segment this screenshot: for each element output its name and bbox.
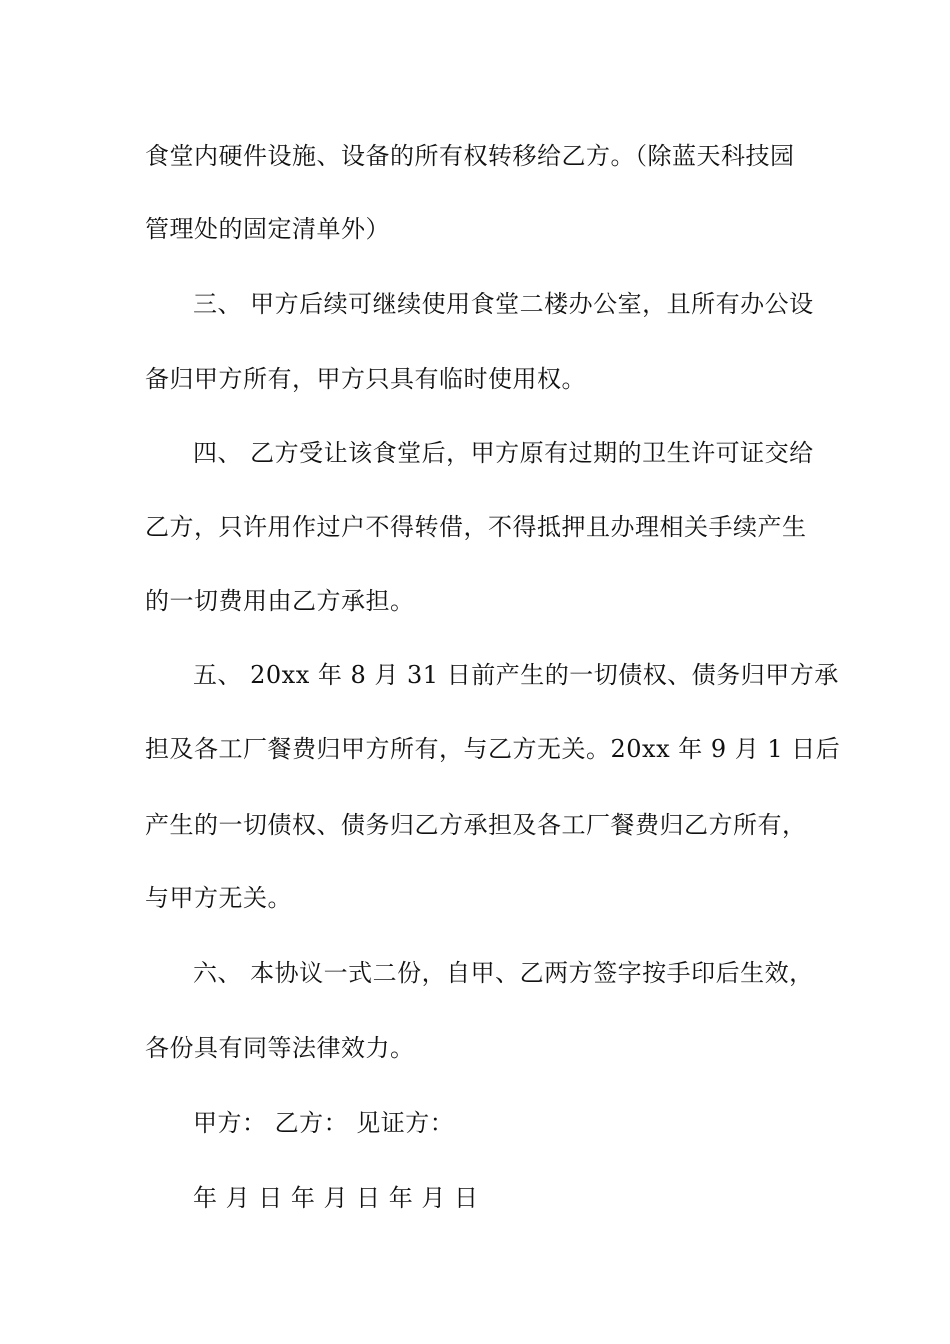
paragraph-line: 备归甲方所有，甲方只具有临时使用权。 [145,365,586,393]
paragraph-line: 与甲方无关。 [145,884,292,912]
paragraph-line: 乙方，只许用作过户不得转借，不得抵押且办理相关手续产生 [145,513,807,541]
paragraph-line: 管理处的固定清单外） [145,215,390,243]
clause-three-line: 三、 甲方后续可继续使用食堂二楼办公室，且所有办公设 [193,290,814,318]
paragraph-line: 担及各工厂餐费归甲方所有，与乙方无关。20xx 年 9 月 1 日后 [145,735,841,763]
clause-five-line: 五、 20xx 年 8 月 31 日前产生的一切债权、债务归甲方承 [193,661,839,689]
clause-six-line: 六、 本协议一式二份，自甲、乙两方签字按手印后生效， [193,959,814,987]
clause-four-line: 四、 乙方受让该食堂后，甲方原有过期的卫生许可证交给 [193,439,814,467]
signature-parties: 甲方： 乙方： 见证方： [193,1109,455,1137]
paragraph-line: 食堂内硬件设施、设备的所有权转移给乙方。（除蓝天科技园 [145,142,795,170]
paragraph-line: 各份具有同等法律效力。 [145,1034,415,1062]
signature-dates: 年 月 日 年 月 日 年 月 日 [193,1184,479,1212]
paragraph-line: 的一切费用由乙方承担。 [145,587,415,615]
paragraph-line: 产生的一切债权、债务归乙方承担及各工厂餐费归乙方所有， [145,811,807,839]
